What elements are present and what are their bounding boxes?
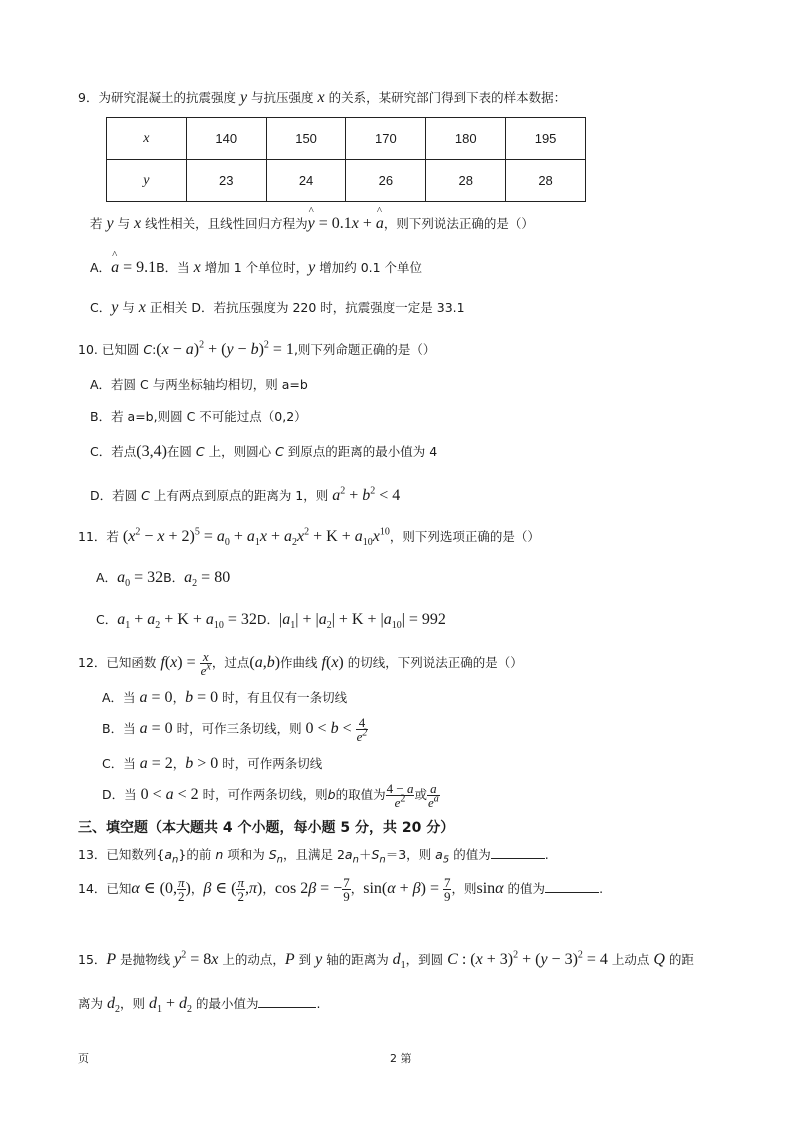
q15-line1: 15．P 是抛物线 $y^2 = 8x$ 上的动点，P 到 y 轴的距离为 $d_1$，到圆 C : $(x + 3)^2 + (y - 3)^2 = 4$ 上动点 Q 的距 bbox=[78, 949, 694, 972]
q12-option-d: D．当 0 < a < 2 时，可作两条切线，则b的取值为 $\frac{4 - a}{e^2}$ 或 $\frac{a}{e^a}$ bbox=[102, 781, 439, 810]
q15-answer-blank[interactable] bbox=[258, 995, 316, 1008]
q10-option-d: D．若圆 C 上有两点到原点的距离为 1，则 $a^2 + b^2 < 4$ bbox=[90, 485, 401, 504]
q14-text: 14．已知α ∈ (0, $\frac{\pi}{2}$ )，β ∈ ( $\frac{\pi}{2}$ ,π)，cos 2β = − $\frac{7}{9}$ ，sin(α + β) = $\frac{7}{9}$ ，则sinα 的值为 . bbox=[78, 875, 604, 904]
q14-answer-blank[interactable] bbox=[545, 880, 599, 893]
x-value-5: 195 bbox=[506, 118, 586, 160]
q13-answer-blank[interactable] bbox=[491, 846, 545, 859]
q12-option-c: C．当 a = 2，b > 0 时，可作两条切线 bbox=[102, 755, 323, 772]
x-value-3: 170 bbox=[346, 118, 426, 160]
q9-condition: 若 y 与 x 线性相关，且线性回归方程为^ y = 0.1x + ^ a，则下列说法正确的是（） bbox=[90, 214, 534, 233]
footer-left: 页 bbox=[78, 1052, 89, 1065]
y-value-3: 26 bbox=[346, 160, 426, 202]
q10-option-a: A．若圆 C 与两坐标轴均相切，则 a=b bbox=[90, 377, 308, 392]
q12-option-b: B．当 a = 0 时，可作三条切线，则 0 < b < $\frac{4}{e^2}$ bbox=[102, 715, 368, 744]
row-y-label: y bbox=[107, 160, 187, 202]
q12-stem: 12．已知函数 f(x) = $\frac{x}{e^x}$ ，过点(a,b)作曲线 f(x) 的切线，下列说法正确的是（） bbox=[78, 649, 523, 678]
q9-options-cd: C．y 与 x 正相关 D．若抗压强度为 220 时，抗震强度一定是 33.1 bbox=[90, 299, 465, 316]
y-value-4: 28 bbox=[426, 160, 506, 202]
q10-stem: 10. 已知圆 C:(x − $a)^2 + (y - b)^2 = 1$,则下列命题正确的是（） bbox=[78, 339, 436, 358]
q12-option-a: A．当 a = 0，b = 0 时，有且仅有一条切线 bbox=[102, 689, 348, 706]
y-value-5: 28 bbox=[506, 160, 586, 202]
footer-page-number: 2 第 bbox=[390, 1052, 412, 1065]
x-value-1: 140 bbox=[186, 118, 266, 160]
q11-options-ab: A．$a_0 = 32B$．$a_2 = 80$ bbox=[96, 569, 231, 590]
q10-option-b: B．若 a=b,则圆 C 不可能过点（0,2） bbox=[90, 409, 307, 424]
y-value-1: 23 bbox=[186, 160, 266, 202]
x-value-2: 150 bbox=[266, 118, 346, 160]
section-3-title: 三、填空题（本大题共 4 个小题，每小题 5 分，共 20 分） bbox=[78, 820, 455, 836]
q10-option-c: C．若点(3,4)在圆 C 上，则圆心 C 到原点的距离的最小值为 4 bbox=[90, 443, 438, 460]
y-value-2: 24 bbox=[266, 160, 346, 202]
q11-options-cd: C．$a_1 + a_2 + K + a_{10} = 32D$．$|a_1| + |a_2| + K + |a_{10}| = 992$ bbox=[96, 611, 446, 632]
table-row-x bbox=[107, 118, 586, 160]
q11-stem: 11．若 $(x^2 - x + 2)^5 = a_0 + a_1x + a_2x^2 + K + a_{10}x^{10}$，则下列选项正确的是（） bbox=[78, 526, 540, 549]
q13-text: 13．已知数列$\{a_n\}$的前 n 项和为 $S_n$，且满足 $2a_n+S_n=3$，则 $a_5$ 的值为 . bbox=[78, 847, 549, 866]
table-row-y bbox=[107, 160, 586, 202]
q9-data-table bbox=[106, 117, 586, 202]
row-x-label: x bbox=[107, 118, 187, 160]
q15-line2: 离为 $d_2$，则 $d_1 + d_2$ 的最小值为 . bbox=[78, 995, 321, 1016]
x-value-4: 180 bbox=[426, 118, 506, 160]
q9-stem: 9．为研究混凝土的抗震强度 y 与抗压强度 x 的关系，某研究部门得到下表的样本数据： bbox=[78, 89, 567, 106]
q9-options-ab: A．^ a = 9.1B．当 x 增加 1 个单位时，y 增加约 0.1 个单位 bbox=[90, 258, 422, 277]
